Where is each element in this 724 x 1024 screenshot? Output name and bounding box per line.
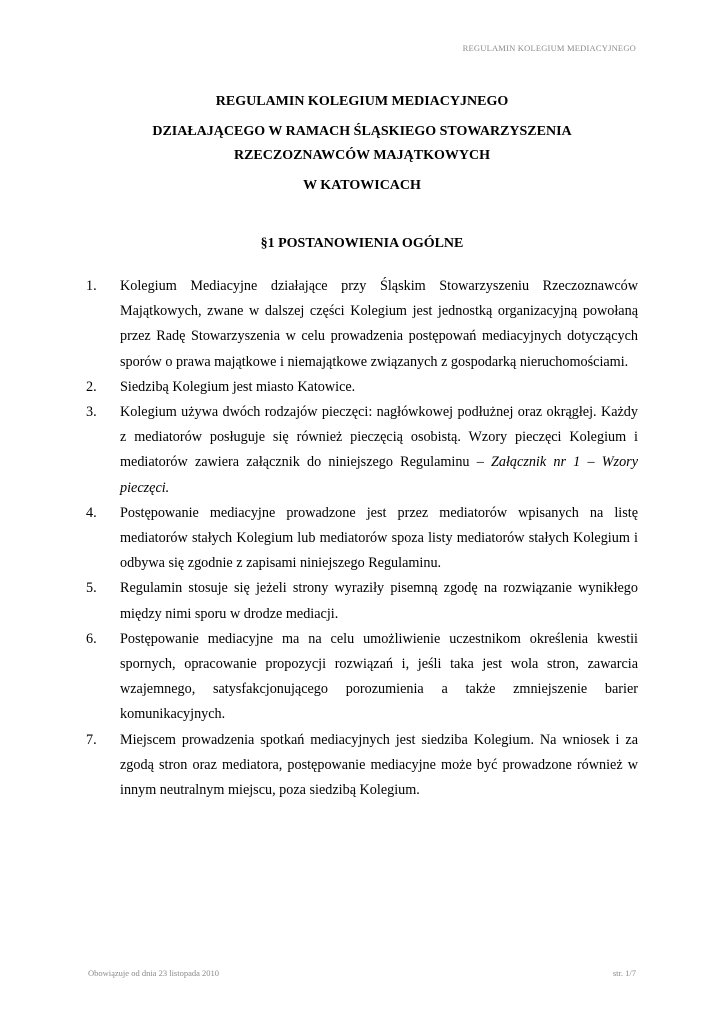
paragraph-number: 7.	[86, 731, 97, 748]
footer-page-number: str. 1/7	[612, 968, 636, 978]
paragraph-text: Miejscem prowadzenia spotkań mediacyjnych jest siedziba Kolegium. Na wniosek i za zgodą stron oraz mediatora, postępowanie mediacyjne może być prowadzone również w innym neutralnym miejscu, poza siedzibą Kolegium.	[120, 731, 638, 799]
title-line-4: W KATOWICACH	[303, 178, 421, 193]
paragraph-7	[86, 728, 638, 804]
paragraph-text	[120, 400, 638, 501]
title-line-2: DZIAŁAJĄCEGO W RAMACH ŚLĄSKIEGO STOWARZYSZENIA	[152, 124, 572, 139]
paragraph-text: Postępowanie mediacyjne ma na celu umożliwienie uczestnikom określenia kwestii spornych, opracowanie propozycji rozwiązań i, jeśli taka jest wola stron, zawarcia wzajemnego, satysfakcjonującego porozumienia a także zmniejszenie barier komunikacyjnych.	[120, 630, 638, 723]
section-heading: §1 POSTANOWIENIA OGÓLNE	[260, 236, 464, 251]
attachment-reference: Załącznik nr 1 – Wzory pieczęci.	[120, 454, 638, 496]
running-header: REGULAMIN KOLEGIUM MEDIACYJNEGO	[462, 43, 636, 53]
paragraph-number: 3.	[86, 404, 97, 421]
paragraph-text: Siedzibą Kolegium jest miasto Katowice.	[120, 378, 356, 395]
paragraph-5	[86, 576, 638, 626]
footer-effective-date: Obowiązuje od dnia 23 listopada 2010	[88, 968, 220, 978]
paragraph-2	[86, 375, 638, 400]
paragraph-list	[86, 274, 638, 803]
paragraph-number: 6.	[86, 630, 97, 647]
paragraph-number: 4.	[86, 504, 97, 521]
paragraph-1	[86, 274, 638, 375]
paragraph-text: Kolegium Mediacyjne działające przy Śląskim Stowarzyszeniu Rzeczoznawców Majątkowych, zwane w dalszej części Kolegium jest jednostką organizacyjną powołaną przez Radę Stowarzyszenia w celu prowadzenia postępowań mediacyjnych dotyczących sporów o prawa majątkowe i niemajątkowe związanych z gospodarką nieruchomościami.	[120, 278, 638, 370]
paragraph-number: 1.	[86, 278, 97, 294]
paragraph-6	[86, 627, 638, 728]
paragraph-number: 2.	[86, 378, 97, 395]
paragraph-text: Postępowanie mediacyjne prowadzone jest przez mediatorów wpisanych na listę mediatorów stałych Kolegium lub mediatorów spoza listy mediatorów stałych Kolegium i odbywa się zgodnie z zapisami niniejszego Regulaminu.	[120, 504, 638, 572]
paragraph-text-main: Kolegium używa dwóch rodzajów pieczęci: nagłówkowej podłużnej oraz okrągłej. Każdy z mediatorów posługuje się również pieczęcią osobistą. Wzory pieczęci Kolegium i mediatorów zawiera załącznik do niniejszego Regulaminu –	[120, 404, 638, 471]
document-title	[0, 93, 724, 195]
paragraph-4	[86, 501, 638, 577]
paragraph-3	[86, 400, 638, 501]
title-line-3: RZECZOZNAWCÓW MAJĄTKOWYCH	[233, 148, 491, 163]
paragraph-text: Regulamin stosuje się jeżeli strony wyraziły pisemną zgodę na rozwiązanie wynikłego między nimi sporu w drodze mediacji.	[120, 580, 638, 622]
paragraph-number: 5.	[86, 580, 97, 597]
title-line-1: REGULAMIN KOLEGIUM MEDIACYJNEGO	[215, 94, 509, 109]
